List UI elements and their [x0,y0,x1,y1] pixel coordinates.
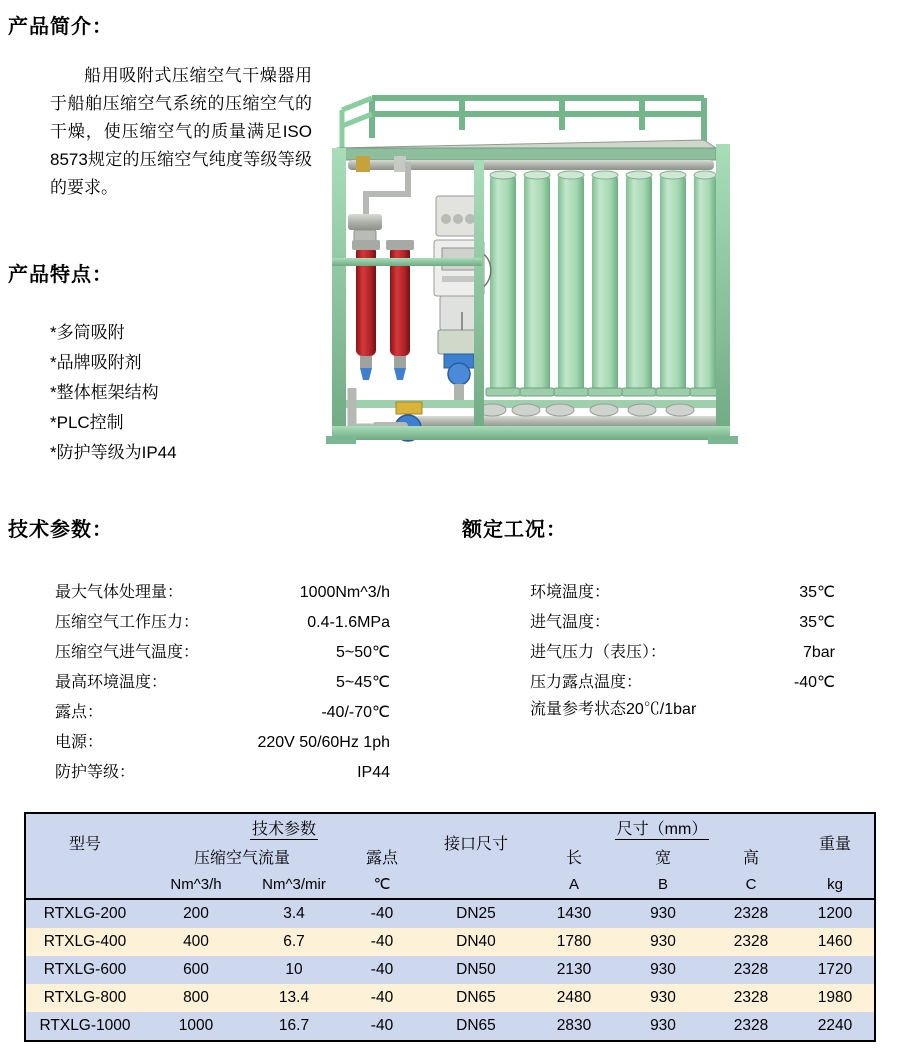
spec-key: 最大气体处理量： [55,584,184,601]
cell-flow-a: 600 [144,956,248,984]
cell-height: 2328 [706,1012,796,1040]
header-size-group-label: 尺寸（mm） [615,816,710,840]
tech-params-title: 技术参数： [8,519,113,541]
cell-flow-b: 13.4 [248,984,340,1012]
spec-value: 5~50℃ [335,644,390,661]
cell-model: RTXLG-800 [26,984,144,1012]
rated-conditions-table [530,578,835,698]
feature-item: *防护等级为IP44 [50,443,177,462]
rated-conditions-note: 流量参考状态20℃/1bar [530,701,697,718]
cell-dew: -40 [340,956,424,984]
unit-flow-a: Nm^3/h [144,870,248,899]
unit-flow-b: Nm^3/mir [248,870,340,899]
feature-item: *整体框架结构 [50,383,159,402]
spec-row [55,638,390,668]
cell-length: 2480 [528,984,620,1012]
spec-key: 露点： [55,704,104,721]
spec-row [55,758,390,788]
spec-key: 电源： [55,734,104,751]
tech-params-table [55,578,390,788]
spec-value: 0.4-1.6MPa [307,614,390,631]
cell-flow-a: 400 [144,928,248,956]
spec-value: IP44 [357,764,390,781]
spec-value: -40℃ [793,674,835,691]
product-intro-paragraph: 船用吸附式压缩空气干燥器用于船舶压缩空气系统的压缩空气的干燥，使压缩空气的质量满足ISO 8573规定的压缩空气纯度等级等级的要求。 [50,66,312,197]
cell-height: 2328 [706,956,796,984]
cell-model: RTXLG-400 [26,928,144,956]
header-length: 长 [528,842,620,870]
cell-port: DN40 [424,928,528,956]
cell-port: DN50 [424,956,528,984]
cell-dew: -40 [340,899,424,928]
cell-length: 1430 [528,899,620,928]
table-row [26,956,874,984]
product-photo [312,44,792,444]
spec-value: 35℃ [799,614,835,631]
product-intro-title: 产品简介： [8,16,113,38]
cell-height: 2328 [706,984,796,1012]
cell-flow-a: 200 [144,899,248,928]
cell-dew: -40 [340,1012,424,1040]
cell-width: 930 [620,928,706,956]
model-data-table [24,812,876,1042]
header-dew-point: 露点 [340,842,424,870]
feature-item: *多筒吸附 [50,323,125,342]
cell-length: 1780 [528,928,620,956]
cell-width: 930 [620,1012,706,1040]
spec-row [530,668,835,698]
table-unit-row [26,870,874,899]
cell-model: RTXLG-200 [26,899,144,928]
table-row [26,899,874,928]
cell-flow-b: 16.7 [248,1012,340,1040]
spec-key: 防护等级： [55,764,136,781]
cell-weight: 1200 [796,899,874,928]
spec-row [530,578,835,608]
header-flow: 压缩空气流量 [144,842,340,870]
cell-dew: -40 [340,984,424,1012]
cell-weight: 2240 [796,1012,874,1040]
spec-key: 进气压力（表压）： [530,644,667,661]
header-size-group [528,814,796,842]
cell-model: RTXLG-600 [26,956,144,984]
dryer-unit-illustration [312,44,792,444]
unit-port-blank [424,870,528,899]
spec-key: 最高环境温度： [55,674,168,691]
header-height: 高 [706,842,796,870]
cell-flow-a: 1000 [144,1012,248,1040]
table-header-group-row [26,814,874,842]
cell-flow-b: 6.7 [248,928,340,956]
cell-width: 930 [620,956,706,984]
unit-dew: ℃ [340,870,424,899]
cell-port: DN65 [424,984,528,1012]
cell-flow-b: 10 [248,956,340,984]
spec-row [55,728,390,758]
spec-row [55,608,390,638]
cell-weight: 1460 [796,928,874,956]
feature-item: *品牌吸附剂 [50,353,142,372]
unit-length: A [528,870,620,899]
header-model: 型号 [26,814,144,870]
spec-key: 环境温度： [530,584,611,601]
spec-value: 5~45℃ [335,674,390,691]
cell-dew: -40 [340,928,424,956]
cell-model: RTXLG-1000 [26,1012,144,1040]
spec-key: 进气温度： [530,614,611,631]
spec-value: 1000Nm^3/h [299,584,390,601]
spec-row [530,638,835,668]
spec-row [55,578,390,608]
product-features-title: 产品特点： [8,264,113,286]
spec-key: 压缩空气进气温度： [55,644,200,661]
cell-flow-a: 800 [144,984,248,1012]
unit-width: B [620,870,706,899]
header-tech-group [144,814,424,842]
cell-length: 2830 [528,1012,620,1040]
table-row [26,928,874,956]
spec-key: 压缩空气工作压力： [55,614,200,631]
spec-row [55,698,390,728]
header-weight-group: 重量 [796,814,874,870]
spec-value: 220V 50/60Hz 1ph [257,734,390,751]
cell-port: DN65 [424,1012,528,1040]
cell-flow-b: 3.4 [248,899,340,928]
cell-width: 930 [620,899,706,928]
header-tech-group-label: 技术参数 [250,816,318,840]
product-features-list [50,318,330,468]
spec-key: 压力露点温度： [530,674,643,691]
feature-item: *PLC控制 [50,413,124,432]
spec-row [55,668,390,698]
header-port-size: 接口尺寸 [424,814,528,870]
table-row [26,984,874,1012]
header-width: 宽 [620,842,706,870]
cell-weight: 1720 [796,956,874,984]
rated-conditions-title: 额定工况： [462,519,567,541]
spec-value: -40/-70℃ [321,704,390,721]
cell-height: 2328 [706,899,796,928]
unit-model-blank [26,870,144,899]
spec-row [530,608,835,638]
cell-height: 2328 [706,928,796,956]
cell-weight: 1980 [796,984,874,1012]
unit-height: C [706,870,796,899]
spec-value: 35℃ [799,584,835,601]
cell-width: 930 [620,984,706,1012]
cell-port: DN25 [424,899,528,928]
spec-value: 7bar [802,644,835,661]
table-row [26,1012,874,1040]
unit-weight: kg [796,870,874,899]
cell-length: 2130 [528,956,620,984]
